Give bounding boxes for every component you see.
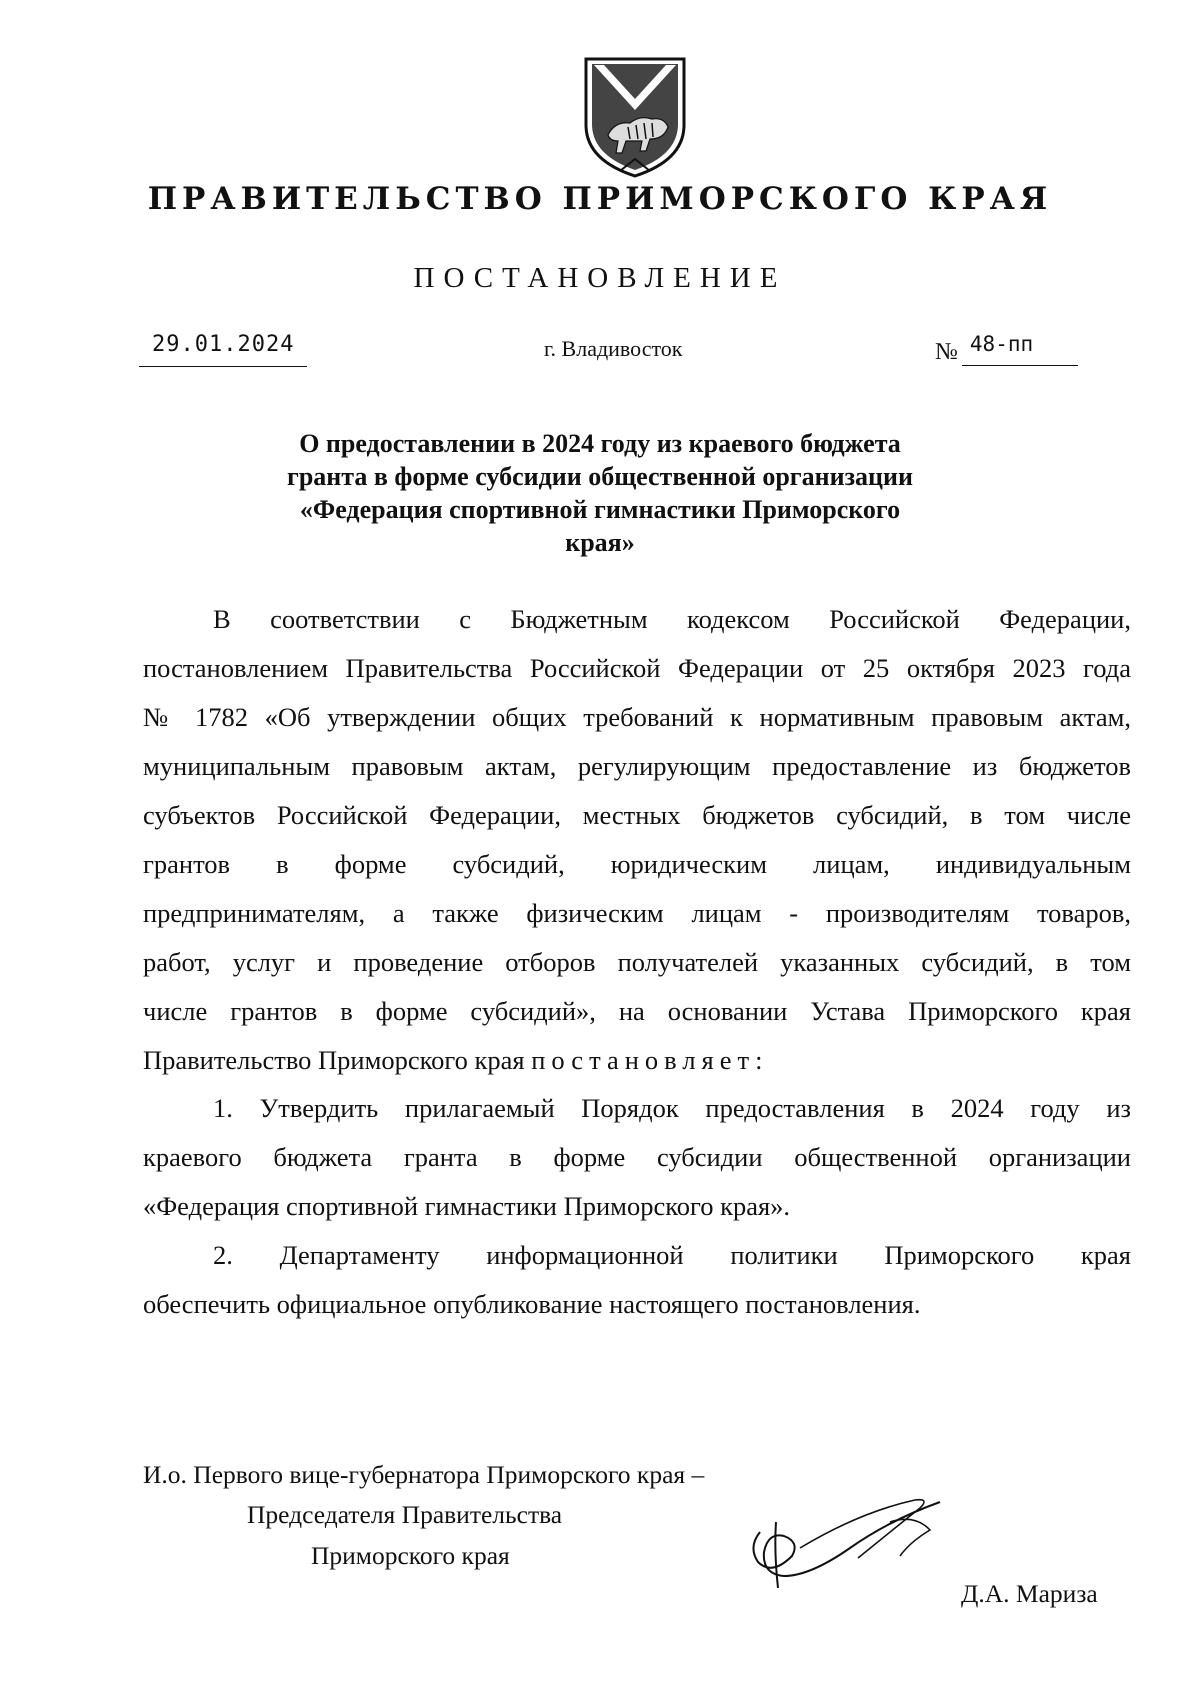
text-line: числе грантов в форме субсидий», на основании Устава Приморского края — [143, 996, 1131, 1026]
subject-line: О предоставлении в 2024 году из краевого бюджета — [299, 429, 901, 458]
text-line: В соответствии с Бюджетным кодексом Российской Федерации, — [213, 604, 1131, 634]
resolves-prefix: Правительство Приморского края — [143, 1045, 532, 1075]
text-line: № 1782 «Об утверждении общих требований к нормативным правовым актам, — [143, 702, 1131, 732]
primorsky-krai-coat-of-arms-icon — [580, 55, 690, 180]
subject-line: гранта в форме субсидии общественной организации — [287, 462, 913, 491]
item-1 — [143, 1084, 1131, 1231]
text-line: предпринимателям, а также физическим лицам - производителям товаров, — [143, 898, 1131, 928]
text-line: субъектов Российской Федерации, местных бюджетов субсидий, в том числе — [143, 800, 1131, 830]
subject-line: «Федерация спортивной гимнастики Приморского — [299, 495, 901, 524]
text-line: обеспечить официальное опубликование настоящего постановления. — [143, 1289, 921, 1319]
document-subject — [200, 427, 1000, 559]
text-line: «Федерация спортивной гимнастики Приморского края». — [143, 1191, 791, 1221]
government-title: ПРАВИТЕЛЬСТВО ПРИМОРСКОГО КРАЯ — [147, 181, 1053, 217]
text-line: постановлением Правительства Российской Федерации от 25 октября 2023 года — [143, 653, 1131, 683]
preamble-paragraph — [143, 595, 1131, 1085]
text-line: краевого бюджета гранта в форме субсидии общественной организации — [143, 1142, 1131, 1172]
document-number: 48-пп — [962, 332, 1078, 366]
document-city: г. Владивосток — [544, 336, 683, 361]
resolves-word: постановляет: — [531, 1045, 769, 1075]
text-line: 1. Утвердить прилагаемый Порядок предоставления в 2024 году из — [213, 1093, 1131, 1123]
signer-position-line: Приморского края — [311, 1541, 510, 1570]
text-line: муниципальным правовым актам, регулирующим предоставление из бюджетов — [143, 751, 1131, 781]
text-line: работ, услуг и проведение отборов получателей указанных субсидий, в том — [143, 947, 1131, 977]
signer-name: Д.А. Мариза — [961, 1579, 1098, 1608]
document-number-field — [935, 332, 1078, 366]
document-date-field — [139, 332, 307, 367]
handwritten-signature-icon — [740, 1492, 950, 1592]
signer-position-line: Председателя Правительства — [247, 1500, 563, 1529]
resolves-line — [143, 1036, 1131, 1085]
text-line: грантов в форме субсидий, юридическим лицам, индивидуальным — [143, 849, 1131, 879]
item-2 — [143, 1231, 1131, 1329]
signer-position-line: И.о. Первого вице-губернатора Приморского края – — [143, 1460, 705, 1489]
text-line: 2. Департаменту информационной политики Приморского края — [213, 1240, 1131, 1270]
document-type: ПОСТАНОВЛЕНИЕ — [413, 262, 787, 294]
subject-line: края» — [565, 528, 635, 557]
document-date: 29.01.2024 — [152, 332, 295, 357]
number-sign: № — [935, 339, 958, 365]
